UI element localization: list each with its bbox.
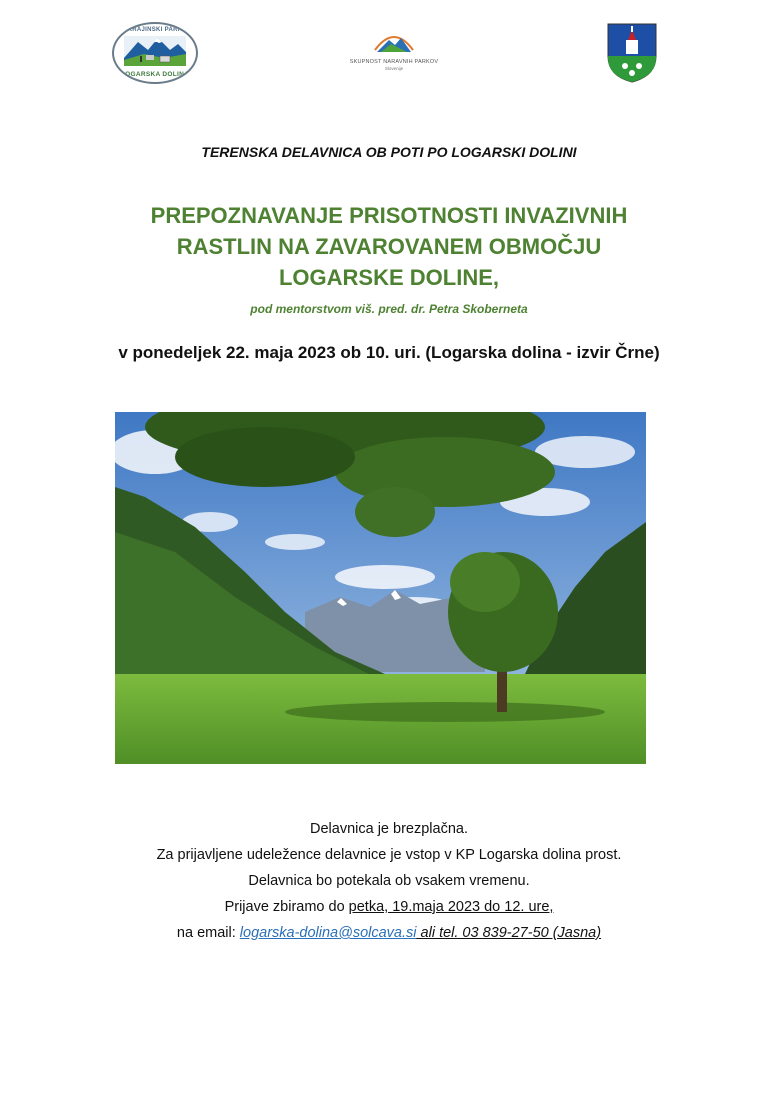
event-title-line: LOGARSKE DOLINE, <box>278 265 499 290</box>
info-line-contact <box>0 920 778 946</box>
skupnost-logo <box>348 30 440 85</box>
info-line-free: Delavnica je brezplačna. <box>310 821 468 837</box>
park-logo-bottom-text: LOGARSKA DOLINA <box>120 71 190 78</box>
mountain-landscape-icon <box>124 36 186 66</box>
registration-prefix: Prijave zbiramo do <box>224 899 349 915</box>
event-title <box>60 200 718 293</box>
municipal-coat-of-arms-icon <box>606 22 658 84</box>
workshop-heading: TERENSKA DELAVNICA OB POTI PO LOGARSKI DOLINI <box>201 144 577 160</box>
skupnost-mountain-icon <box>371 30 417 54</box>
park-logo <box>112 22 198 84</box>
contact-prefix: na email: <box>176 925 240 941</box>
event-title-line: PREPOZNAVANJE PRISOTNOSTI INVAZIVNIH <box>150 203 628 228</box>
phone-contact: ali tel. 03 839-27-50 (Jasna) <box>416 925 602 941</box>
park-logo-ring <box>112 22 198 84</box>
park-logo-top-text: KRAJINSKI PARK <box>127 27 183 33</box>
event-info <box>0 816 778 946</box>
info-line-registration <box>0 894 778 920</box>
mentor-line: pod mentorstvom viš. pred. dr. Petra Skoberneta <box>250 302 528 316</box>
email-link[interactable]: logarska-dolina@solcava.si <box>239 925 417 941</box>
registration-deadline: petka, 19.maja 2023 do 12. ure, <box>348 899 554 915</box>
skupnost-logo-sub: Slovenije <box>384 66 404 71</box>
info-line-weather: Delavnica bo potekala ob vsakem vremenu. <box>248 873 530 889</box>
event-title-line: RASTLIN NA ZAVAROVANEM OBMOČJU <box>176 234 602 259</box>
skupnost-logo-name: SKUPNOST NARAVNIH PARKOV <box>349 59 439 65</box>
valley-landscape-photo <box>115 412 646 764</box>
info-line-entry: Za prijavljene udeležence delavnice je vstop v KP Logarska dolina prost. <box>156 847 622 863</box>
event-date-line: v ponedeljek 22. maja 2023 ob 10. uri. (Logarska dolina - izvir Črne) <box>118 343 660 362</box>
